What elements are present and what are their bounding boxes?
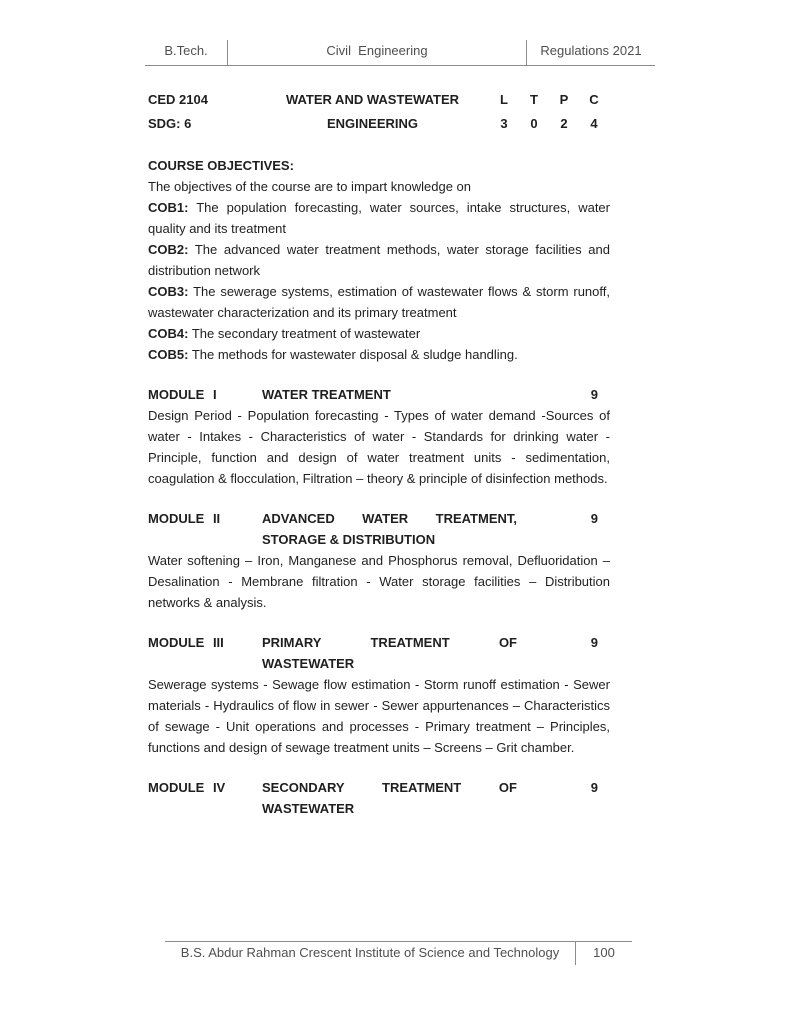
module-heading	[148, 384, 610, 405]
module-title: ADVANCED WATER TREATMENT, STORAGE & DISTRIBUTION	[262, 511, 517, 547]
module-label: MODULE II	[148, 511, 221, 526]
credit-value-c: 4	[590, 116, 598, 131]
course-title: WATER AND WASTEWATER ENGINEERING	[285, 92, 460, 131]
objective-text: The sewerage systems, estimation of wastewater flows & storm runoff, wastewater characterization and its primary treatment	[148, 284, 610, 320]
credit-header-row	[489, 88, 609, 112]
module-hours: 9	[590, 511, 598, 526]
module-label: MODULE IV	[148, 780, 226, 795]
course-sdg: SDG: 6	[148, 116, 192, 131]
objective-text: The population forecasting, water sources, intake structures, water quality and its treatment	[148, 200, 610, 236]
credit-header-c: C	[589, 92, 599, 107]
module-title: WATER TREATMENT	[262, 387, 391, 402]
objective-text: The secondary treatment of wastewater	[191, 326, 421, 341]
objective-item	[148, 281, 610, 323]
course-code-column	[148, 88, 280, 136]
course-objectives-section	[148, 155, 610, 365]
objective-item	[148, 239, 610, 281]
course-code: CED 2104	[148, 92, 208, 107]
credit-header-p: P	[559, 92, 569, 107]
module-title: SECONDARY TREATMENT OF WASTEWATER	[262, 780, 517, 816]
objective-item	[148, 323, 610, 344]
objective-item	[148, 197, 610, 239]
module-hours: 9	[590, 635, 598, 650]
objectives-intro: The objectives of the course are to impart knowledge on	[148, 179, 472, 194]
header-program: B.Tech.	[145, 40, 228, 65]
objective-text: The advanced water treatment methods, water storage facilities and distribution network	[148, 242, 610, 278]
module-title: PRIMARY TREATMENT OF WASTEWATER	[262, 635, 517, 671]
objective-text: The methods for wastewater disposal & sludge handling.	[191, 347, 518, 362]
objective-label: COB2:	[148, 242, 189, 257]
module-heading	[148, 508, 610, 550]
module-description: Water softening – Iron, Manganese and Phosphorus removal, Defluoridation – Desalination - Membrane filtration - Water storage facilities – Distribution networks & analysis.	[148, 553, 610, 610]
module-section-2	[148, 508, 610, 613]
footer-institute-name: B.S. Abdur Rahman Crescent Institute of Science and Technology	[180, 945, 560, 960]
objective-label: COB5:	[148, 347, 189, 362]
module-section-3	[148, 632, 610, 758]
module-heading	[148, 632, 610, 674]
module-section-4	[148, 777, 610, 819]
module-heading	[148, 777, 610, 819]
module-hours: 9	[590, 780, 598, 795]
module-label: MODULE I	[148, 387, 217, 402]
objectives-heading: COURSE OBJECTIVES:	[148, 158, 294, 173]
footer-page-number: 100	[575, 942, 632, 965]
page-footer	[165, 941, 632, 965]
module-description: Sewerage systems - Sewage flow estimation - Storm runoff estimation - Sewer materials - Hydraulics of flow in sewer - Sewer appurtenances – Characteristics of sewage - Unit operations and processes - Primary treatment – Principles, functions and design of sewage treatment units – Screens – Grit chamber.	[148, 677, 610, 755]
credit-header-l: L	[500, 92, 508, 107]
credit-value-row	[489, 112, 609, 136]
objective-item	[148, 344, 610, 365]
header-department: Civil Engineering	[326, 43, 428, 58]
module-description: Design Period - Population forecasting - Types of water demand -Sources of water - Intakes - Characteristics of water - Standards for drinking water - Principle, function and design of water treatment units - sedimentation, coagulation & flocculation, Filtration – theory & principle of disinfection methods.	[148, 408, 610, 486]
header-regulations: Regulations 2021	[526, 40, 655, 65]
objective-label: COB3:	[148, 284, 189, 299]
credit-value-p: 2	[560, 116, 568, 131]
objective-label: COB1:	[148, 200, 189, 215]
credit-value-l: 3	[500, 116, 508, 131]
page-header	[145, 40, 655, 66]
credit-header-t: T	[530, 92, 538, 107]
credit-value-t: 0	[530, 116, 538, 131]
page-content	[148, 66, 610, 819]
module-hours: 9	[590, 387, 598, 402]
course-credits	[489, 88, 609, 136]
course-header	[148, 88, 610, 136]
module-section-1	[148, 384, 610, 489]
module-label: MODULE III	[148, 635, 224, 650]
objective-label: COB4:	[148, 326, 189, 341]
